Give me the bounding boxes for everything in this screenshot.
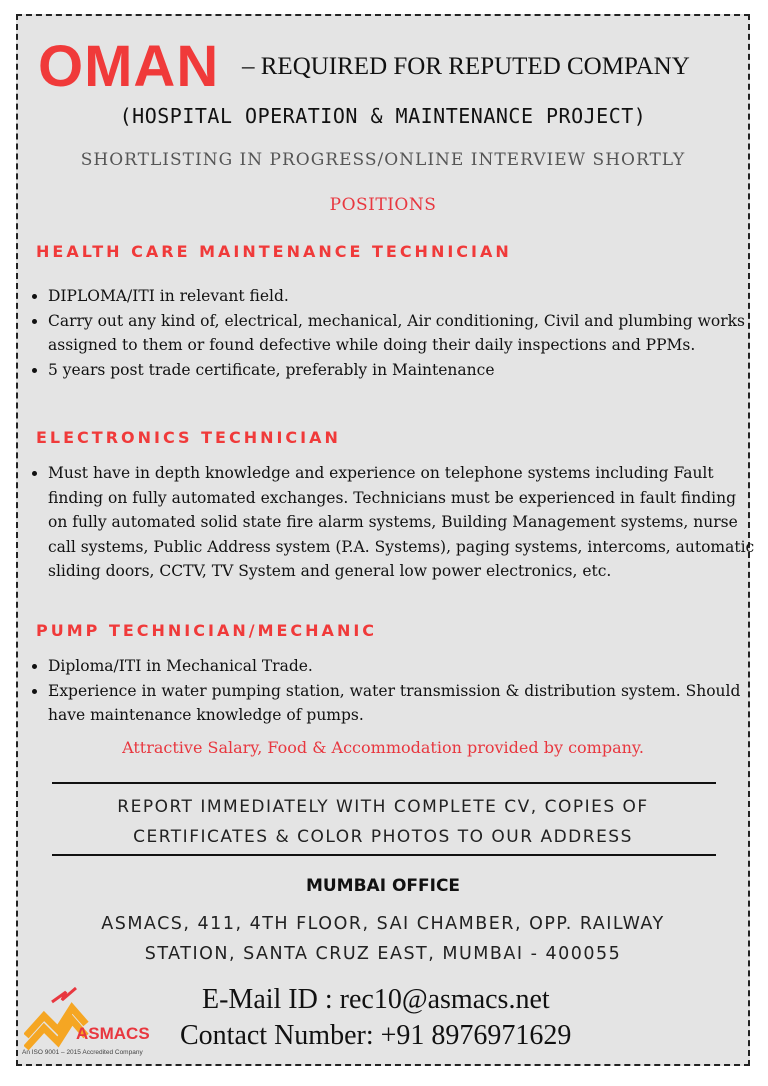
country-title: OMAN [38, 34, 220, 99]
address-line-1: ASMACS, 411, 4TH FLOOR, SAI CHAMBER, OPP. RAILWAY [101, 914, 665, 934]
list-item: • Experience in water pumping station, water transmission & distribution system. Should have maintenance knowledge of pumps. [48, 679, 760, 728]
list-item: • 5 years post trade certificate, preferably in Maintenance [48, 358, 760, 383]
mountain-lightning-logo-icon [24, 984, 172, 1058]
logo-certification: An ISO 9001 – 2015 Accredited Company [22, 1049, 143, 1056]
divider-top [52, 782, 716, 784]
phone-line: Contact Number: +91 8976971629 [180, 1020, 572, 1051]
positions-label: POSITIONS [329, 195, 437, 215]
list-item: • DIPLOMA/ITI in relevant field. [48, 284, 760, 309]
position-title-electronics: ELECTRONICS TECHNICIAN [36, 428, 341, 447]
status-line: SHORTLISTING IN PROGRESS/ONLINE INTERVIEW SHORTLY [80, 150, 686, 170]
benefits-line: Attractive Salary, Food & Accommodation provided by company. [122, 738, 644, 757]
office-title: MUMBAI OFFICE [305, 876, 461, 896]
instructions [18, 792, 748, 852]
position-bullets-pump [26, 654, 760, 728]
office-address [18, 909, 748, 969]
logo-name: ASMACS [76, 1024, 150, 1043]
instructions-line-2: CERTIFICATES & COLOR PHOTOS TO OUR ADDRESS [133, 827, 633, 847]
position-title-pump: PUMP TECHNICIAN/MECHANIC [36, 621, 378, 640]
list-item: • Diploma/ITI in Mechanical Trade. [48, 654, 760, 679]
position-bullets-health-care [26, 284, 760, 382]
list-item: • Must have in depth knowledge and experience on telephone systems including Fault finding on fully automated exchanges. Technicians must be experienced in fault finding on fully automated solid state fire alarm systems, Building Management systems, nurse call systems, Public Address system (P.A. Systems), paging systems, intercoms, automatic sliding doors, CCTV, TV System and general low power electronics, etc. [48, 461, 760, 584]
email-line: E-Mail ID : rec10@asmacs.net [202, 984, 550, 1015]
divider-bottom [52, 854, 716, 856]
project-subtitle: (HOSPITAL OPERATION & MAINTENANCE PROJECT) [119, 104, 647, 128]
job-poster [16, 14, 755, 1066]
instructions-line-1: REPORT IMMEDIATELY WITH COMPLETE CV, COPIES OF [117, 797, 649, 817]
headline: – REQUIRED FOR REPUTED COMPANY [242, 53, 690, 80]
position-bullets-electronics [26, 461, 760, 584]
position-title-health-care: HEALTH CARE MAINTENANCE TECHNICIAN [36, 242, 512, 261]
list-item: • Carry out any kind of, electrical, mechanical, Air conditioning, Civil and plumbing works assigned to them or found defective while doing their daily inspections and PPMs. [48, 309, 760, 358]
address-line-2: STATION, SANTA CRUZ EAST, MUMBAI - 400055 [144, 944, 622, 964]
